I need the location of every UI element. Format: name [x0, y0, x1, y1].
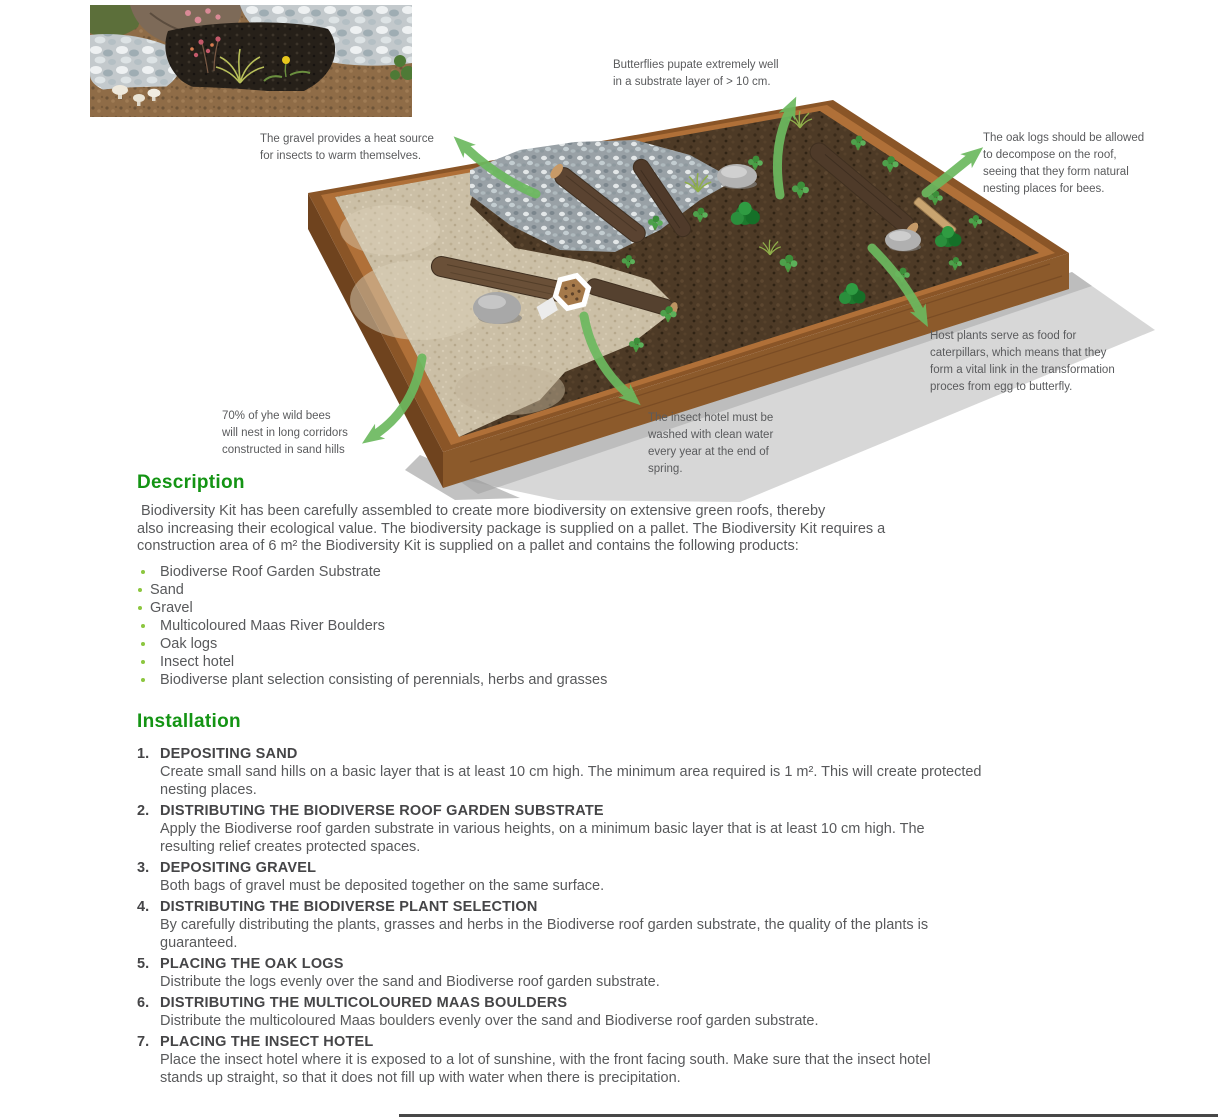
- biodiversity-roof-diagram: [0, 0, 1218, 510]
- bullet-icon: [141, 570, 145, 574]
- product-item: Sand: [137, 583, 1137, 598]
- step-title: DISTRIBUTING THE MULTICOLOURED MAAS BOULDERS: [160, 995, 568, 1011]
- installation-step: 1. DEPOSITING SAND Create small sand hills on a basic layer that is at least 10 cm high. The minimum area required is 1 m². This will create protected nesting places.: [137, 745, 1137, 799]
- bullet-icon: [138, 588, 142, 592]
- step-body: Distribute the logs evenly over the sand and Biodiverse roof garden substrate.: [160, 974, 660, 990]
- step-body: Place the insect hotel where it is exposed to a lot of sunshine, with the front facing south. Make sure that the insect hotel stands up straight, so that it does not fill up with water when there is precipitation.: [160, 1052, 931, 1086]
- step-title: DISTRIBUTING THE BIODIVERSE ROOF GARDEN SUBSTRATE: [160, 803, 604, 819]
- product-list: [137, 565, 1137, 688]
- document-body: [137, 472, 1137, 1090]
- annotation-wild-bees: 70% of yhe wild bees will nest in long corridors constructed in sand hills: [222, 410, 348, 456]
- annotation-host-plants: Host plants serve as food for caterpillars, which means that they form a vital link in the transformation proces from egg to butterfly.: [930, 330, 1115, 393]
- installation-heading: Installation: [137, 711, 241, 732]
- product-item: Biodiverse plant selection consisting of perennials, herbs and grasses: [137, 673, 1137, 688]
- description-paragraph: Biodiversity Kit has been carefully assembled to create more biodiversity on extensive green roofs, thereby also increasing their ecological value. The biodiversity package is supplied on a pallet. The Biodiversity Kit requires a construction area of 6 m² the Biodiversity Kit is supplied on a pallet and contains the following products:: [137, 503, 886, 554]
- step-body: By carefully distributing the plants, grasses and herbs in the Biodiverse roof garden substrate, the quality of the plants is guaranteed.: [160, 917, 929, 951]
- step-body: Distribute the multicoloured Maas boulders evenly over the sand and Biodiverse roof garden substrate.: [160, 1013, 819, 1029]
- installation-step: 6. DISTRIBUTING THE MULTICOLOURED MAAS BOULDERS Distribute the multicoloured Maas boulders evenly over the sand and Biodiverse roof garden substrate.: [137, 994, 1137, 1030]
- installation-step: 3. DEPOSITING GRAVEL Both bags of gravel must be deposited together on the same surface.: [137, 859, 1137, 895]
- bullet-icon: [141, 678, 145, 682]
- annotation-gravel: The gravel provides a heat source for insects to warm themselves.: [260, 133, 434, 162]
- step-body: Both bags of gravel must be deposited together on the same surface.: [160, 878, 605, 894]
- footer-rule: [399, 1114, 1218, 1117]
- product-item: Biodiverse Roof Garden Substrate: [137, 565, 1137, 580]
- annotation-insect-hotel: The insect hotel must be washed with clean water every year at the end of spring.: [648, 412, 774, 475]
- annotation-butterflies: Butterflies pupate extremely well in a substrate layer of > 10 cm.: [613, 59, 779, 88]
- bullet-icon: [141, 642, 145, 646]
- step-title: DEPOSITING SAND: [160, 746, 298, 762]
- bullet-icon: [141, 660, 145, 664]
- step-title: PLACING THE INSECT HOTEL: [160, 1034, 374, 1050]
- product-item: Insect hotel: [137, 655, 1137, 670]
- description-heading: Description: [137, 472, 245, 493]
- step-body: Create small sand hills on a basic layer that is at least 10 cm high. The minimum area required is 1 m². This will create protected nesting places.: [160, 764, 982, 798]
- product-item: Oak logs: [137, 637, 1137, 652]
- step-title: DEPOSITING GRAVEL: [160, 860, 317, 876]
- installation-step: 2. DISTRIBUTING THE BIODIVERSE ROOF GARDEN SUBSTRATE Apply the Biodiverse roof garden substrate in various heights, on a minimum basic layer that is at least 10 cm high. The resulting relief creates protected spaces.: [137, 802, 1137, 856]
- bullet-icon: [138, 606, 142, 610]
- installation-steps: [137, 745, 1137, 1087]
- installation-step: 4. DISTRIBUTING THE BIODIVERSE PLANT SELECTION By carefully distributing the plants, grasses and herbs in the Biodiverse roof garden substrate, the quality of the plants is guaranteed.: [137, 898, 1137, 952]
- step-title: DISTRIBUTING THE BIODIVERSE PLANT SELECTION: [160, 899, 538, 915]
- step-title: PLACING THE OAK LOGS: [160, 956, 344, 972]
- installation-step: 7. PLACING THE INSECT HOTEL Place the insect hotel where it is exposed to a lot of sunshine, with the front facing south. Make sure that the insect hotel stands up straight, so that it does not fill up with water when there is precipitation.: [137, 1033, 1137, 1087]
- installation-step: 5. PLACING THE OAK LOGS Distribute the logs evenly over the sand and Biodiverse roof garden substrate.: [137, 955, 1137, 991]
- product-item: Gravel: [137, 601, 1137, 616]
- step-body: Apply the Biodiverse roof garden substrate in various heights, on a minimum basic layer that is at least 10 cm high. The resulting relief creates protected spaces.: [160, 821, 925, 855]
- bullet-icon: [141, 624, 145, 628]
- product-item: Multicoloured Maas River Boulders: [137, 619, 1137, 634]
- annotation-oak-logs: The oak logs should be allowed to decompose on the roof, seeing that they form natural nesting places for bees.: [983, 132, 1145, 195]
